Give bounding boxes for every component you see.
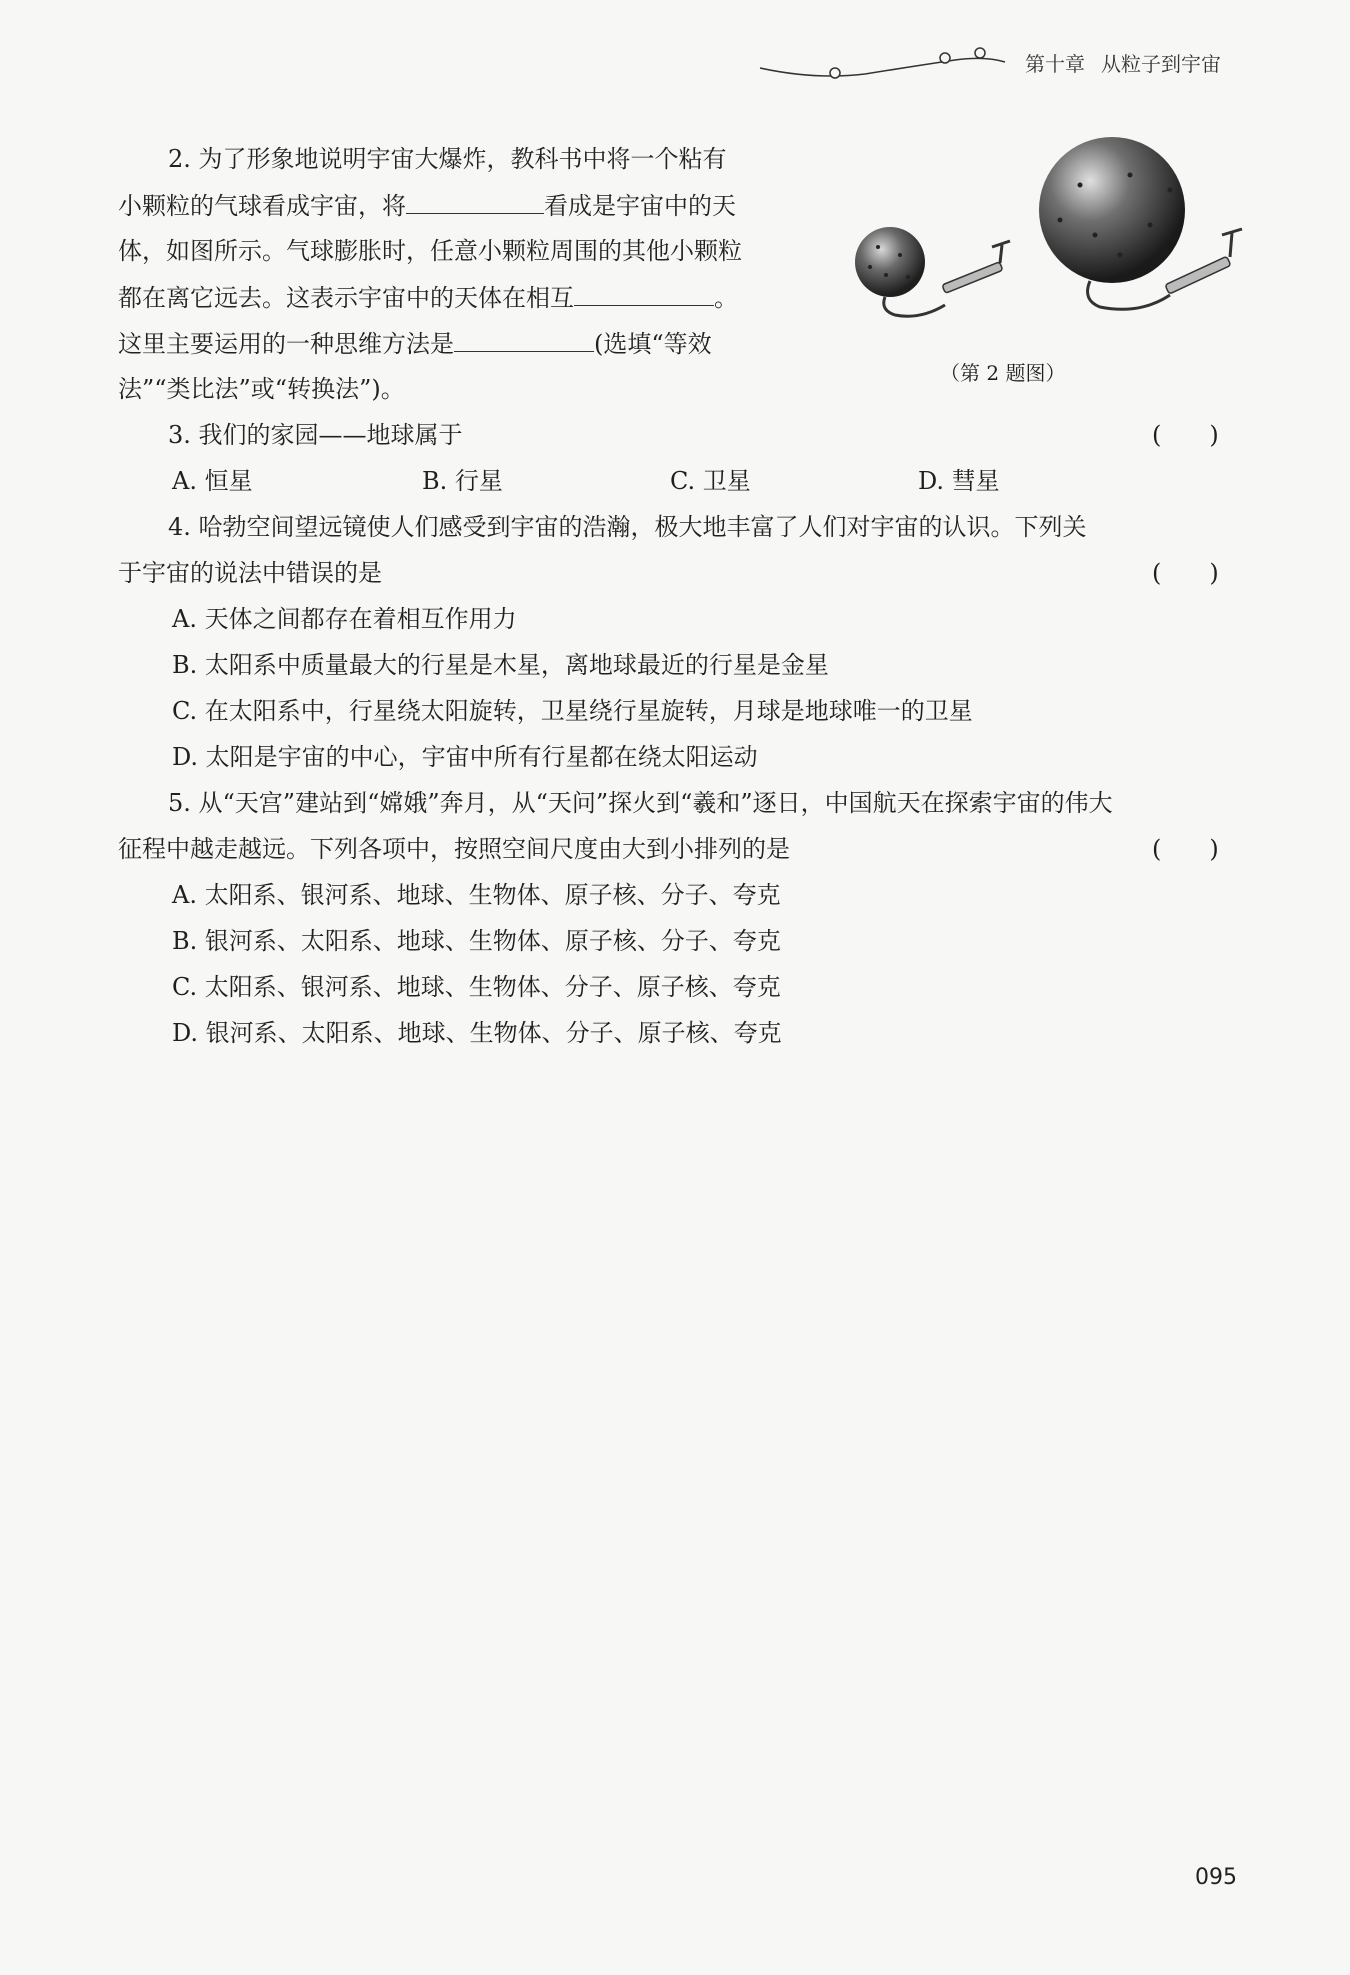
header-ornament-icon [755, 40, 1015, 90]
q3-answer-paren[interactable]: ( ) [1152, 421, 1219, 449]
q3-option-a[interactable]: A. 恒星 [172, 467, 253, 495]
small-balloon-icon [855, 227, 1010, 316]
q2-line-3: 体，如图所示。气球膨胀时，任意小颗粒周围的其他小颗粒 [118, 237, 742, 265]
q4-line-2: 于宇宙的说法中错误的是 [118, 559, 382, 587]
q5-line-1: 5. 从“天宫”建站到“嫦娥”奔月，从“天问”探火到“羲和”逐日，中国航天在探索宇宙的伟大 [168, 789, 1113, 817]
q5-option-b[interactable]: B. 银河系、太阳系、地球、生物体、原子核、分子、夸克 [172, 927, 781, 955]
answer-blank-1[interactable] [406, 189, 544, 214]
chapter-header [1025, 48, 1237, 77]
balloon-figure [850, 135, 1250, 350]
q2-line-4b: 。 [714, 284, 738, 312]
q5-line-2: 征程中越走越远。下列各项中，按照空间尺度由大到小排列的是 [118, 835, 790, 863]
chapter-title: 从粒子到宇宙 [1101, 52, 1221, 76]
large-balloon-icon [1039, 137, 1242, 309]
q2-line-6: 法”“类比法”或“转换法”)。 [118, 375, 405, 403]
q2-line-2 [118, 189, 736, 222]
q3-option-b[interactable]: B. 行星 [422, 467, 503, 495]
q3-stem: 3. 我们的家园——地球属于 [168, 421, 463, 449]
q4-option-d[interactable]: D. 太阳是宇宙的中心，宇宙中所有行星都在绕太阳运动 [172, 743, 758, 771]
q2-line-4a: 都在离它远去。这表示宇宙中的天体在相互 [118, 284, 574, 312]
q4-answer-paren[interactable]: ( ) [1152, 559, 1219, 587]
q5-option-d[interactable]: D. 银河系、太阳系、地球、生物体、分子、原子核、夸克 [172, 1019, 782, 1047]
page-number: 095 [1195, 1865, 1237, 1890]
q2-line-5a: 这里主要运用的一种思维方法是 [118, 330, 454, 358]
answer-blank-2[interactable] [574, 281, 714, 306]
q3-option-d[interactable]: D. 彗星 [918, 467, 1000, 495]
answer-blank-3[interactable] [454, 327, 594, 352]
q4-line-1: 4. 哈勃空间望远镜使人们感受到宇宙的浩瀚，极大地丰富了人们对宇宙的认识。下列关 [168, 513, 1087, 541]
q2-line-2a: 小颗粒的气球看成宇宙，将 [118, 192, 406, 220]
chapter-number: 第十章 [1025, 52, 1085, 76]
q4-option-a[interactable]: A. 天体之间都存在着相互作用力 [172, 605, 517, 633]
q2-line-5b: (选填“等效 [594, 330, 712, 358]
q4-option-c[interactable]: C. 在太阳系中，行星绕太阳旋转，卫星绕行星旋转，月球是地球唯一的卫星 [172, 697, 973, 725]
q5-option-c[interactable]: C. 太阳系、银河系、地球、生物体、分子、原子核、夸克 [172, 973, 781, 1001]
q3-option-c[interactable]: C. 卫星 [670, 467, 751, 495]
q2-line-5 [118, 327, 712, 360]
figure-caption: （第 2 题图） [940, 361, 1066, 385]
q5-answer-paren[interactable]: ( ) [1152, 835, 1219, 863]
q5-option-a[interactable]: A. 太阳系、银河系、地球、生物体、原子核、分子、夸克 [172, 881, 781, 909]
q2-line-1: 2. 为了形象地说明宇宙大爆炸，教科书中将一个粘有 [168, 145, 727, 173]
q4-option-b[interactable]: B. 太阳系中质量最大的行星是木星，离地球最近的行星是金星 [172, 651, 829, 679]
q2-line-4 [118, 281, 738, 314]
q2-line-2b: 看成是宇宙中的天 [544, 192, 736, 220]
